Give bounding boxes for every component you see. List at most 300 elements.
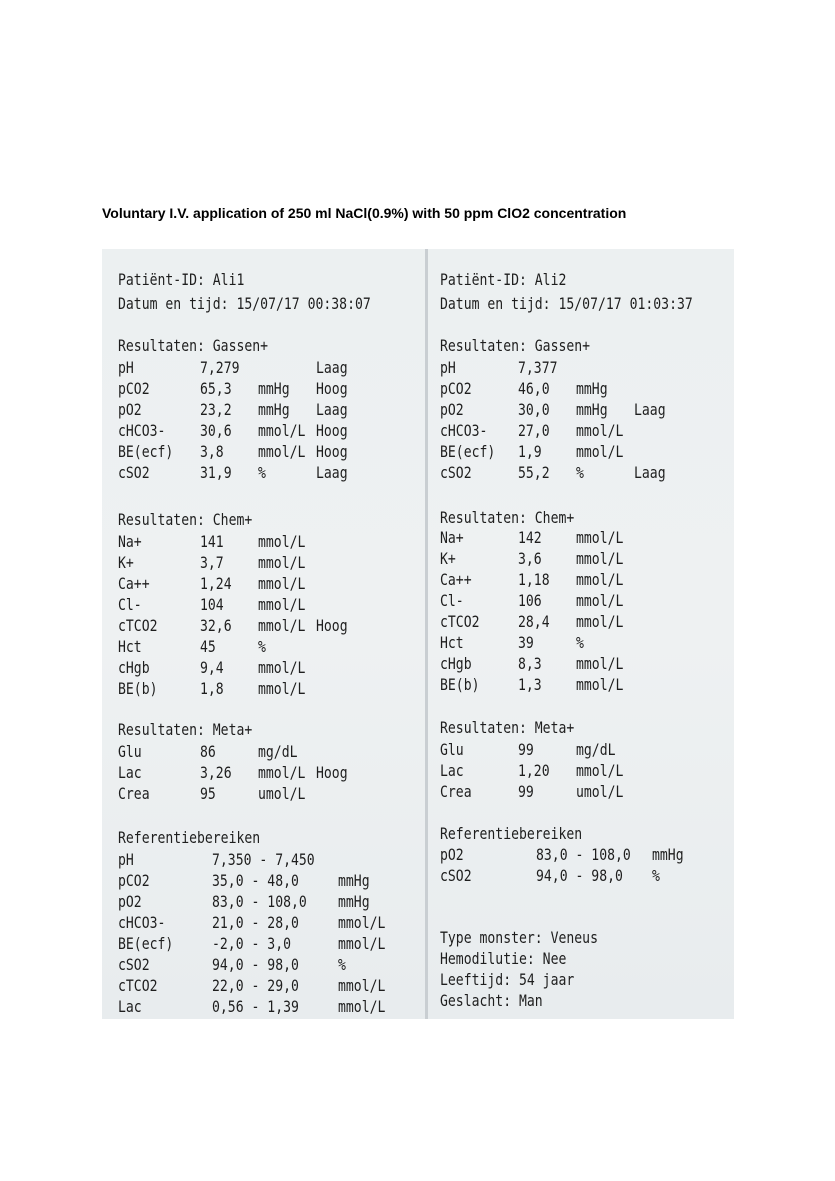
result-unit-text: mmol/L: [258, 553, 306, 572]
reference-range: [212, 936, 308, 952]
result-value-text: 3,26: [200, 763, 232, 782]
section-header-ref-text: Referentiebereiken: [118, 828, 261, 847]
result-value-text: 3,7: [200, 553, 224, 572]
result-name-text: cSO2: [118, 463, 150, 482]
reference-range: [212, 978, 318, 994]
result-name-text: BE(b): [118, 679, 158, 698]
result-flag: [316, 444, 355, 460]
result-value: [200, 786, 219, 802]
result-value-text: 1,8: [200, 679, 224, 698]
reference-name: [118, 873, 157, 889]
result-value: [518, 572, 557, 588]
result-name-text: Lac: [440, 761, 464, 780]
result-value: [518, 763, 557, 779]
result-value: [518, 656, 547, 672]
result-value-text: 27,0: [518, 421, 550, 440]
result-value-text: 1,20: [518, 761, 550, 780]
result-value-text: 86: [200, 742, 216, 761]
result-name: [440, 381, 479, 397]
result-flag-text: Hoog: [316, 379, 348, 398]
reference-name-text: BE(ecf): [118, 934, 174, 953]
result-name: [118, 744, 147, 760]
result-name: [440, 572, 479, 588]
result-name: [440, 402, 469, 418]
result-flag: [316, 402, 355, 418]
result-unit-text: mmol/L: [258, 421, 306, 440]
reference-unit-text: %: [338, 955, 346, 974]
result-unit: [576, 677, 634, 693]
result-unit-text: mmol/L: [258, 763, 306, 782]
result-unit-text: mmol/L: [258, 442, 306, 461]
result-unit: [258, 444, 316, 460]
result-name: [118, 423, 176, 439]
reference-range-text: 94,0 - 98,0: [212, 955, 299, 974]
result-name: [118, 681, 166, 697]
result-unit: [258, 423, 316, 439]
result-unit-text: mg/dL: [576, 740, 616, 759]
result-flag-text: Laag: [316, 463, 348, 482]
result-value: [200, 534, 229, 550]
result-name-text: cHCO3-: [118, 421, 166, 440]
result-value: [200, 423, 239, 439]
reference-name-text: pH: [118, 850, 134, 869]
result-unit: [576, 614, 634, 630]
result-value: [518, 423, 557, 439]
result-value-text: 1,9: [518, 442, 542, 461]
section-header-gassen: [118, 338, 301, 354]
result-name-text: K+: [440, 549, 456, 568]
result-unit-text: mmol/L: [576, 675, 624, 694]
result-unit: [258, 639, 268, 655]
result-name: [440, 530, 469, 546]
result-name: [118, 765, 147, 781]
section-header-gassen: [440, 338, 623, 354]
result-name-text: Crea: [440, 782, 472, 801]
result-value: [518, 402, 557, 418]
reference-range: [536, 868, 642, 884]
result-unit: [576, 763, 634, 779]
result-name: [118, 555, 137, 571]
result-unit: [576, 572, 634, 588]
result-flag: [634, 402, 673, 418]
reference-name-text: cTCO2: [118, 976, 158, 995]
result-name-text: pH: [118, 358, 134, 377]
reference-name-text: cHCO3-: [118, 913, 166, 932]
result-unit: [576, 381, 615, 397]
result-name-text: cTCO2: [118, 616, 158, 635]
result-name-text: BE(b): [440, 675, 480, 694]
sample-info: [440, 930, 633, 946]
result-unit-text: mmol/L: [576, 442, 624, 461]
result-name-text: Hct: [118, 637, 142, 656]
result-value: [518, 360, 566, 376]
reference-range-text: -2,0 - 3,0: [212, 934, 291, 953]
result-name-text: cHCO3-: [440, 421, 488, 440]
result-unit-text: mmol/L: [576, 591, 624, 610]
reference-unit-text: mmHg: [338, 871, 370, 890]
reference-range-text: 83,0 - 108,0: [536, 845, 631, 864]
result-unit: [258, 576, 316, 592]
datetime-text: Datum en tijd: 15/07/17 00:38:07: [118, 294, 371, 313]
result-flag: [316, 765, 355, 781]
sample-info: [440, 993, 565, 1009]
result-flag: [316, 618, 355, 634]
result-name-text: Na+: [440, 528, 464, 547]
patient-id-text: Patiënt-ID: Ali1: [118, 270, 245, 289]
result-value-text: 99: [518, 740, 534, 759]
result-value: [200, 465, 239, 481]
result-name: [440, 360, 459, 376]
result-flag-text: Hoog: [316, 763, 348, 782]
result-value: [518, 465, 557, 481]
result-value-text: 55,2: [518, 463, 550, 482]
result-unit-text: umol/L: [576, 782, 624, 801]
result-value: [518, 593, 547, 609]
result-name-text: Cl-: [440, 591, 464, 610]
reference-unit-text: mmol/L: [338, 976, 386, 995]
result-name-text: Na+: [118, 532, 142, 551]
result-value-text: 142: [518, 528, 542, 547]
result-flag-text: Laag: [316, 400, 348, 419]
result-value: [518, 635, 537, 651]
result-name: [440, 444, 507, 460]
sample-info: [440, 972, 604, 988]
result-value: [518, 614, 557, 630]
result-name-text: Ca++: [118, 574, 150, 593]
section-header-gassen-text: Resultaten: Gassen+: [118, 336, 269, 355]
result-value-text: 95: [200, 784, 216, 803]
result-unit: [258, 402, 297, 418]
section-header-meta-text: Resultaten: Meta+: [440, 718, 575, 737]
result-unit: [258, 618, 316, 634]
result-flag: [634, 465, 673, 481]
result-unit-text: mmHg: [576, 379, 608, 398]
section-header-chem: [440, 510, 604, 526]
reference-range-text: 21,0 - 28,0: [212, 913, 299, 932]
reference-name: [118, 978, 166, 994]
result-flag-text: Laag: [634, 463, 666, 482]
result-name: [118, 402, 147, 418]
reference-range-text: 35,0 - 48,0: [212, 871, 299, 890]
result-value: [200, 765, 239, 781]
sample-info-text: Leeftijd: 54 jaar: [440, 970, 575, 989]
result-unit: [258, 765, 316, 781]
result-value-text: 3,8: [200, 442, 224, 461]
result-name: [118, 786, 157, 802]
result-value-text: 65,3: [200, 379, 232, 398]
reference-unit: [338, 873, 377, 889]
result-unit-text: mmHg: [258, 400, 290, 419]
result-unit-text: mmol/L: [258, 532, 306, 551]
result-value-text: 141: [200, 532, 224, 551]
reference-name-text: pO2: [118, 892, 142, 911]
reference-unit-text: mmol/L: [338, 913, 386, 932]
result-value: [518, 742, 537, 758]
result-name: [118, 618, 166, 634]
result-flag-text: Hoog: [316, 616, 348, 635]
reference-name-text: cSO2: [440, 866, 472, 885]
result-name: [118, 576, 157, 592]
result-unit-text: %: [576, 463, 584, 482]
result-name: [118, 465, 157, 481]
section-header-chem: [118, 512, 282, 528]
result-unit-text: mmol/L: [576, 528, 624, 547]
result-value: [200, 555, 229, 571]
result-flag: [316, 381, 355, 397]
result-unit-text: %: [258, 637, 266, 656]
reference-name: [118, 852, 137, 868]
result-name-text: Crea: [118, 784, 150, 803]
section-header-chem-text: Resultaten: Chem+: [118, 510, 253, 529]
result-name-text: pO2: [440, 400, 464, 419]
section-header-meta: [118, 722, 282, 738]
reference-range-text: 94,0 - 98,0: [536, 866, 623, 885]
result-flag: [316, 360, 355, 376]
reference-name: [118, 894, 147, 910]
result-value: [200, 360, 248, 376]
printout-photo: [102, 249, 734, 1019]
result-unit-text: %: [258, 463, 266, 482]
reference-unit: [652, 868, 662, 884]
datetime-text: Datum en tijd: 15/07/17 01:03:37: [440, 294, 693, 313]
result-unit: [576, 530, 634, 546]
result-flag: [316, 465, 355, 481]
result-value-text: 3,6: [518, 549, 542, 568]
result-value-text: 30,0: [518, 400, 550, 419]
result-name-text: pH: [440, 358, 456, 377]
result-name-text: cHgb: [440, 654, 472, 673]
result-name: [118, 639, 147, 655]
section-header-meta-text: Resultaten: Meta+: [118, 720, 253, 739]
reference-range: [212, 873, 318, 889]
reference-unit: [652, 847, 691, 863]
result-value-text: 23,2: [200, 400, 232, 419]
result-unit: [576, 551, 634, 567]
result-name: [440, 423, 498, 439]
result-value: [200, 744, 219, 760]
result-value: [200, 660, 229, 676]
result-unit-text: mmol/L: [258, 679, 306, 698]
result-unit-text: mmol/L: [576, 612, 624, 631]
reference-range: [212, 894, 328, 910]
reference-unit: [338, 936, 396, 952]
reference-range-text: 22,0 - 29,0: [212, 976, 299, 995]
datetime: [440, 296, 748, 312]
result-unit: [258, 786, 316, 802]
reference-range-text: 83,0 - 108,0: [212, 892, 307, 911]
result-value-text: 7,377: [518, 358, 558, 377]
printout-divider: [425, 249, 428, 1019]
result-value: [200, 576, 239, 592]
result-unit: [576, 784, 634, 800]
result-unit: [258, 465, 268, 481]
reference-name: [440, 847, 469, 863]
reference-range: [536, 847, 652, 863]
result-unit-text: mmol/L: [258, 574, 306, 593]
sample-info-text: Type monster: Veneus: [440, 928, 598, 947]
sample-info: [440, 951, 594, 967]
reference-unit: [338, 915, 396, 931]
result-name: [118, 360, 137, 376]
result-value-text: 31,9: [200, 463, 232, 482]
result-name-text: BE(ecf): [118, 442, 174, 461]
result-unit: [258, 534, 316, 550]
result-unit-text: mmHg: [258, 379, 290, 398]
result-name-text: Glu: [440, 740, 464, 759]
result-value-text: 46,0: [518, 379, 550, 398]
result-value: [200, 618, 239, 634]
result-name: [440, 656, 479, 672]
result-value-text: 8,3: [518, 654, 542, 673]
reference-unit-text: %: [652, 866, 660, 885]
section-header-ref-text: Referentiebereiken: [440, 824, 583, 843]
reference-unit: [338, 957, 348, 973]
reference-unit: [338, 999, 396, 1015]
result-unit: [576, 444, 634, 460]
result-unit: [576, 423, 634, 439]
result-name: [440, 742, 469, 758]
section-header-meta: [440, 720, 604, 736]
section-header-ref: [440, 826, 613, 842]
reference-unit-text: mmol/L: [338, 934, 386, 953]
reference-range: [212, 915, 318, 931]
result-name-text: pCO2: [440, 379, 472, 398]
reference-range-text: 7,350 - 7,450: [212, 850, 315, 869]
patient-id-text: Patiënt-ID: Ali2: [440, 270, 567, 289]
result-name-text: Lac: [118, 763, 142, 782]
result-unit: [258, 555, 316, 571]
reference-range: [212, 852, 337, 868]
result-unit: [576, 742, 624, 758]
result-flag-text: Laag: [316, 358, 348, 377]
result-value: [200, 639, 219, 655]
document-title: Voluntary I.V. application of 250 ml NaCl(0.9%) with 50 ppm ClO2 concentration: [102, 205, 627, 221]
result-value: [200, 381, 239, 397]
reference-range-text: 0,56 - 1,39: [212, 997, 299, 1016]
reference-unit: [338, 894, 377, 910]
result-flag-text: Hoog: [316, 421, 348, 440]
section-header-gassen-text: Resultaten: Gassen+: [440, 336, 591, 355]
result-value: [518, 444, 547, 460]
reference-name: [118, 957, 157, 973]
result-name: [118, 597, 147, 613]
result-name: [440, 635, 469, 651]
result-unit: [576, 465, 586, 481]
result-unit-text: mmol/L: [576, 761, 624, 780]
result-value-text: 1,18: [518, 570, 550, 589]
result-unit: [576, 656, 634, 672]
reference-name-text: Lac: [118, 997, 142, 1016]
result-unit-text: mmHg: [576, 400, 608, 419]
reference-unit-text: mmHg: [652, 845, 684, 864]
result-value: [518, 784, 537, 800]
result-name-text: cSO2: [440, 463, 472, 482]
result-flag-text: Hoog: [316, 442, 348, 461]
result-value: [200, 444, 229, 460]
result-name: [440, 784, 479, 800]
result-name-text: Ca++: [440, 570, 472, 589]
result-flag: [316, 423, 355, 439]
result-name: [440, 614, 488, 630]
result-unit-text: %: [576, 633, 584, 652]
result-unit: [258, 381, 297, 397]
result-unit-text: mmol/L: [258, 616, 306, 635]
result-value-text: 106: [518, 591, 542, 610]
result-name: [440, 551, 459, 567]
result-name-text: Glu: [118, 742, 142, 761]
result-value: [200, 597, 229, 613]
result-unit: [258, 660, 316, 676]
section-header-chem-text: Resultaten: Chem+: [440, 508, 575, 527]
patient-id: [118, 272, 272, 288]
result-name-text: cTCO2: [440, 612, 480, 631]
result-value: [518, 677, 547, 693]
result-unit-text: mmol/L: [576, 421, 624, 440]
result-name-text: pO2: [118, 400, 142, 419]
result-value: [518, 551, 547, 567]
result-unit: [576, 635, 586, 651]
reference-range: [212, 999, 318, 1015]
reference-name-text: cSO2: [118, 955, 150, 974]
reference-range: [212, 957, 318, 973]
result-value-text: 30,6: [200, 421, 232, 440]
result-name: [118, 534, 147, 550]
reference-name: [118, 999, 147, 1015]
result-name-text: K+: [118, 553, 134, 572]
reference-name: [118, 915, 176, 931]
reference-unit-text: mmol/L: [338, 997, 386, 1016]
result-unit: [576, 593, 634, 609]
result-value: [200, 402, 239, 418]
result-value-text: 9,4: [200, 658, 224, 677]
sample-info-text: Hemodilutie: Nee: [440, 949, 567, 968]
result-name: [118, 444, 185, 460]
result-name-text: Cl-: [118, 595, 142, 614]
result-flag-text: Laag: [634, 400, 666, 419]
result-name: [440, 763, 469, 779]
datetime: [118, 296, 426, 312]
reference-name: [118, 936, 185, 952]
reference-unit: [338, 978, 396, 994]
result-unit-text: mmol/L: [576, 549, 624, 568]
result-unit-text: mg/dL: [258, 742, 298, 761]
result-name-text: Hct: [440, 633, 464, 652]
result-unit: [258, 597, 316, 613]
result-value-text: 7,279: [200, 358, 240, 377]
result-unit: [258, 681, 316, 697]
result-value-text: 39: [518, 633, 534, 652]
reference-unit-text: mmHg: [338, 892, 370, 911]
result-name-text: BE(ecf): [440, 442, 496, 461]
result-value: [518, 381, 557, 397]
result-value-text: 32,6: [200, 616, 232, 635]
result-name: [440, 677, 488, 693]
result-value-text: 1,24: [200, 574, 232, 593]
result-value: [518, 530, 547, 546]
result-value: [200, 681, 229, 697]
result-value-text: 45: [200, 637, 216, 656]
section-header-ref: [118, 830, 291, 846]
sample-info-text: Geslacht: Man: [440, 991, 543, 1010]
result-unit-text: umol/L: [258, 784, 306, 803]
result-value-text: 99: [518, 782, 534, 801]
result-value-text: 104: [200, 595, 224, 614]
result-value-text: 1,3: [518, 675, 542, 694]
reference-name: [440, 868, 479, 884]
result-unit: [576, 402, 615, 418]
result-unit-text: mmol/L: [576, 654, 624, 673]
result-name-text: pCO2: [118, 379, 150, 398]
